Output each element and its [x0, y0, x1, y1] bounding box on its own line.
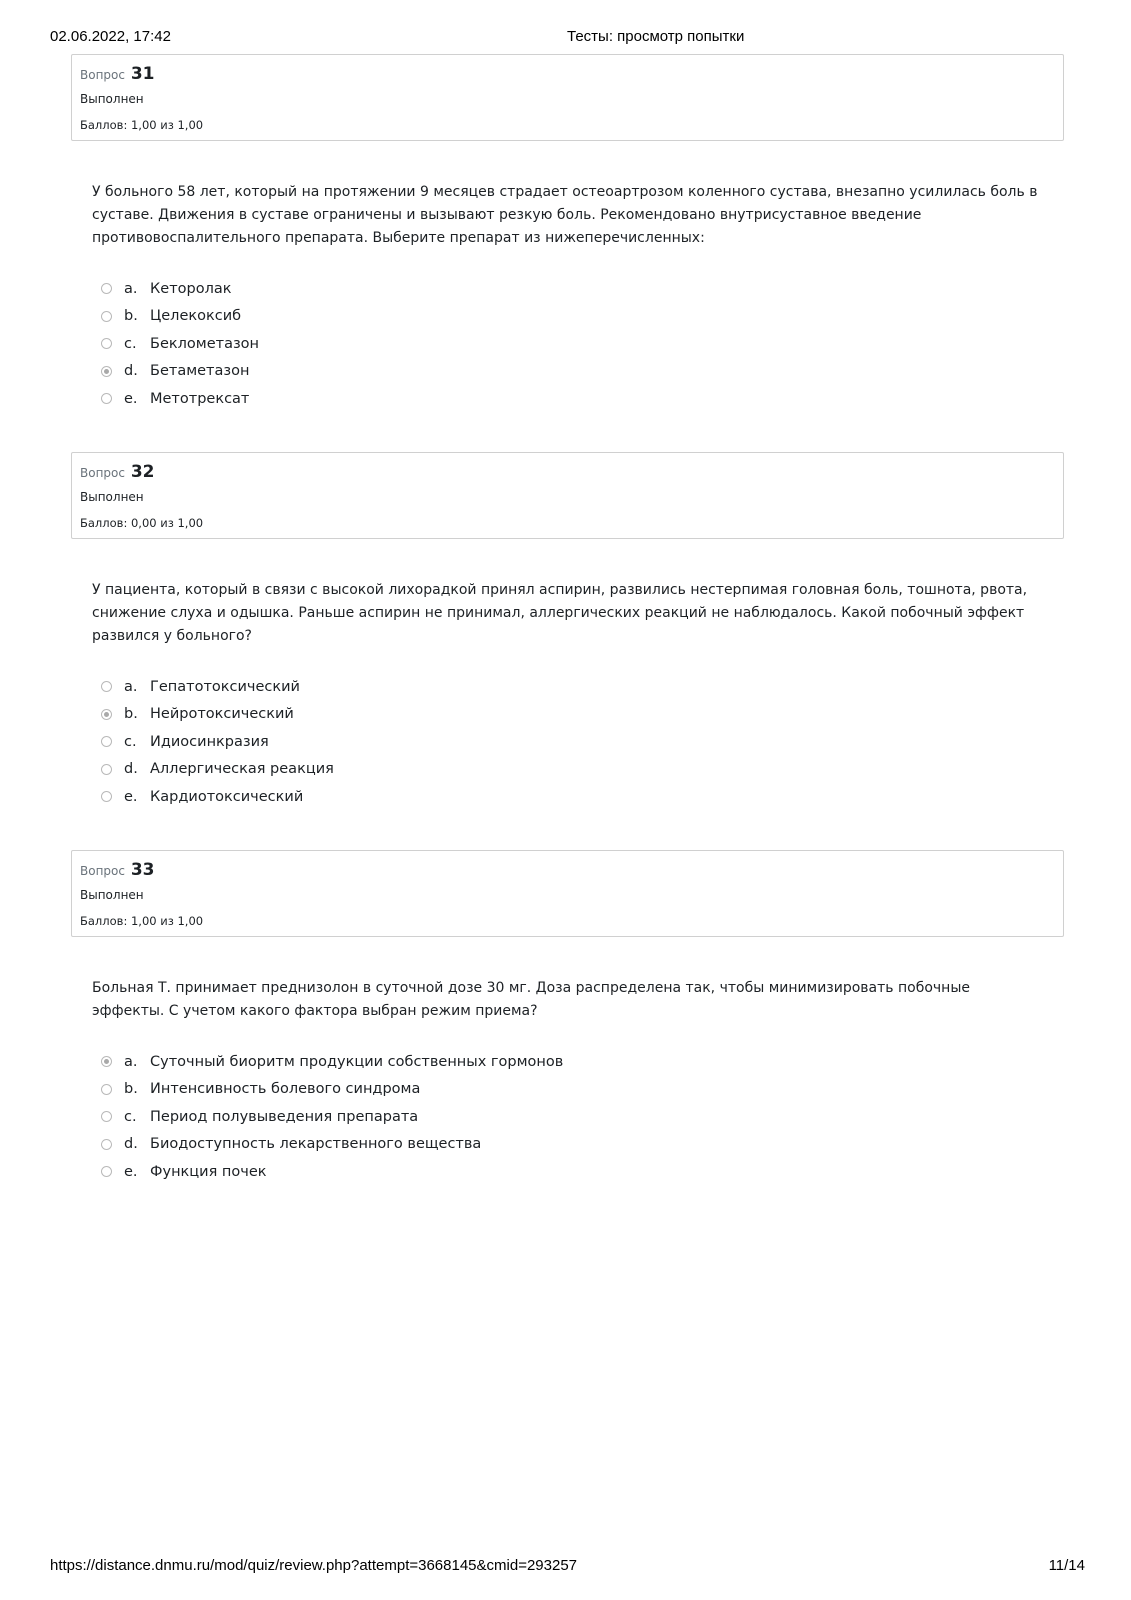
question-number-line	[80, 63, 1055, 85]
radio-button[interactable]	[101, 681, 112, 692]
answer-option[interactable]	[101, 1048, 1064, 1076]
question-info	[71, 452, 1064, 539]
answer-option[interactable]	[101, 385, 1064, 413]
answer-letter: b.	[124, 308, 138, 325]
answer-letter: b.	[124, 706, 138, 723]
question-number: 32	[130, 462, 155, 482]
radio-button[interactable]	[101, 393, 112, 404]
question-text: Больная Т. принимает преднизолон в суточной дозе 30 мг. Доза распределена так, чтобы минимизировать побочные эффекты. С учетом какого фактора выбран режим приема?	[92, 980, 970, 1019]
answer-option[interactable]	[101, 783, 1064, 811]
answer-text: Бетаметазон	[150, 363, 250, 380]
radio-button[interactable]	[101, 283, 112, 294]
radio-button[interactable]	[101, 1111, 112, 1122]
answer-text: Целекоксиб	[150, 308, 242, 325]
answer-text: Кеторолак	[150, 280, 232, 297]
answer-letter: d.	[124, 363, 138, 380]
answer-text: Функция почек	[150, 1163, 267, 1180]
answer-text: Идиосинкразия	[150, 733, 269, 750]
answer-letter: b.	[124, 1081, 138, 1098]
question-text: У пациента, который в связи с высокой лихорадкой принял аспирин, развились нестерпимая головная боль, тошнота, рвота, снижение слуха и одышка. Раньше аспирин не принимал, аллергических реакций не наблюдалось. Какой побочный эффект развился у больного?	[92, 582, 1028, 644]
question-number-line	[80, 859, 1055, 881]
question-32	[71, 452, 1064, 811]
answer-list	[101, 1048, 1064, 1186]
question-33	[71, 850, 1064, 1186]
print-header-date: 02.06.2022, 17:42	[50, 28, 171, 45]
radio-button[interactable]	[101, 1139, 112, 1150]
answer-option[interactable]	[101, 275, 1064, 303]
answer-letter: e.	[124, 390, 138, 407]
radio-button[interactable]	[101, 736, 112, 747]
answer-option[interactable]	[101, 303, 1064, 331]
answer-option[interactable]	[101, 1158, 1064, 1186]
answer-letter: c.	[124, 335, 137, 352]
answer-text: Гепатотоксический	[150, 678, 300, 695]
answer-list	[101, 275, 1064, 413]
answer-text: Интенсивность болевого синдрома	[150, 1081, 421, 1098]
answer-letter: d.	[124, 1136, 138, 1153]
question-label: Вопрос	[80, 466, 125, 480]
answer-letter: e.	[124, 1163, 138, 1180]
answer-option[interactable]	[101, 330, 1064, 358]
question-text: У больного 58 лет, который на протяжении 9 месяцев страдает остеоартрозом коленного сустава, внезапно усилилась боль в суставе. Движения в суставе ограничены и вызывают резкую боль. Рекомендовано внутрисуставное введение противовоспалительного препарата. Выберите препарат из нижеперечисленных:	[92, 184, 1038, 246]
answer-letter: c.	[124, 733, 137, 750]
answer-text: Суточный биоритм продукции собственных гормонов	[150, 1053, 564, 1070]
answer-option[interactable]	[101, 1131, 1064, 1159]
question-grade: Баллов: 0,00 из 1,00	[80, 516, 204, 530]
answer-option[interactable]	[101, 728, 1064, 756]
answer-letter: a.	[124, 1053, 138, 1070]
print-footer-page: 11/14	[1048, 1557, 1085, 1574]
answer-option[interactable]	[101, 1076, 1064, 1104]
question-grade: Баллов: 1,00 из 1,00	[80, 118, 204, 132]
answer-option[interactable]	[101, 358, 1064, 386]
question-state: Выполнен	[80, 490, 144, 504]
question-label: Вопрос	[80, 864, 125, 878]
question-31	[71, 54, 1064, 413]
print-header-title: Тесты: просмотр попытки	[567, 28, 745, 45]
question-info	[71, 54, 1064, 141]
answer-option[interactable]	[101, 673, 1064, 701]
answer-text: Аллергическая реакция	[150, 761, 334, 778]
question-number: 31	[130, 64, 155, 84]
question-label: Вопрос	[80, 68, 125, 82]
answer-letter: e.	[124, 788, 138, 805]
radio-button[interactable]	[101, 311, 112, 322]
answer-text: Биодоступность лекарственного вещества	[150, 1136, 482, 1153]
radio-button[interactable]	[101, 709, 112, 720]
question-state: Выполнен	[80, 92, 144, 106]
radio-button[interactable]	[101, 1084, 112, 1095]
answer-option[interactable]	[101, 1103, 1064, 1131]
question-grade: Баллов: 1,00 из 1,00	[80, 914, 204, 928]
radio-button[interactable]	[101, 338, 112, 349]
radio-button[interactable]	[101, 1056, 112, 1067]
answer-text: Кардиотоксический	[150, 788, 304, 805]
answer-option[interactable]	[101, 701, 1064, 729]
radio-button[interactable]	[101, 366, 112, 377]
answer-option[interactable]	[101, 756, 1064, 784]
answer-letter: c.	[124, 1108, 137, 1125]
answer-text: Период полувыведения препарата	[150, 1108, 419, 1125]
answer-list	[101, 673, 1064, 811]
question-number: 33	[130, 860, 155, 880]
radio-button[interactable]	[101, 1166, 112, 1177]
answer-letter: a.	[124, 678, 138, 695]
answer-letter: a.	[124, 280, 138, 297]
question-number-line	[80, 461, 1055, 483]
answer-text: Метотрексат	[150, 390, 250, 407]
question-state: Выполнен	[80, 888, 144, 902]
answer-letter: d.	[124, 761, 138, 778]
radio-button[interactable]	[101, 764, 112, 775]
print-footer-url: https://distance.dnmu.ru/mod/quiz/review.php?attempt=3668145&cmid=293257	[50, 1557, 578, 1574]
answer-text: Нейротоксический	[150, 706, 294, 723]
radio-button[interactable]	[101, 791, 112, 802]
answer-text: Беклометазон	[150, 335, 260, 352]
question-info	[71, 850, 1064, 937]
